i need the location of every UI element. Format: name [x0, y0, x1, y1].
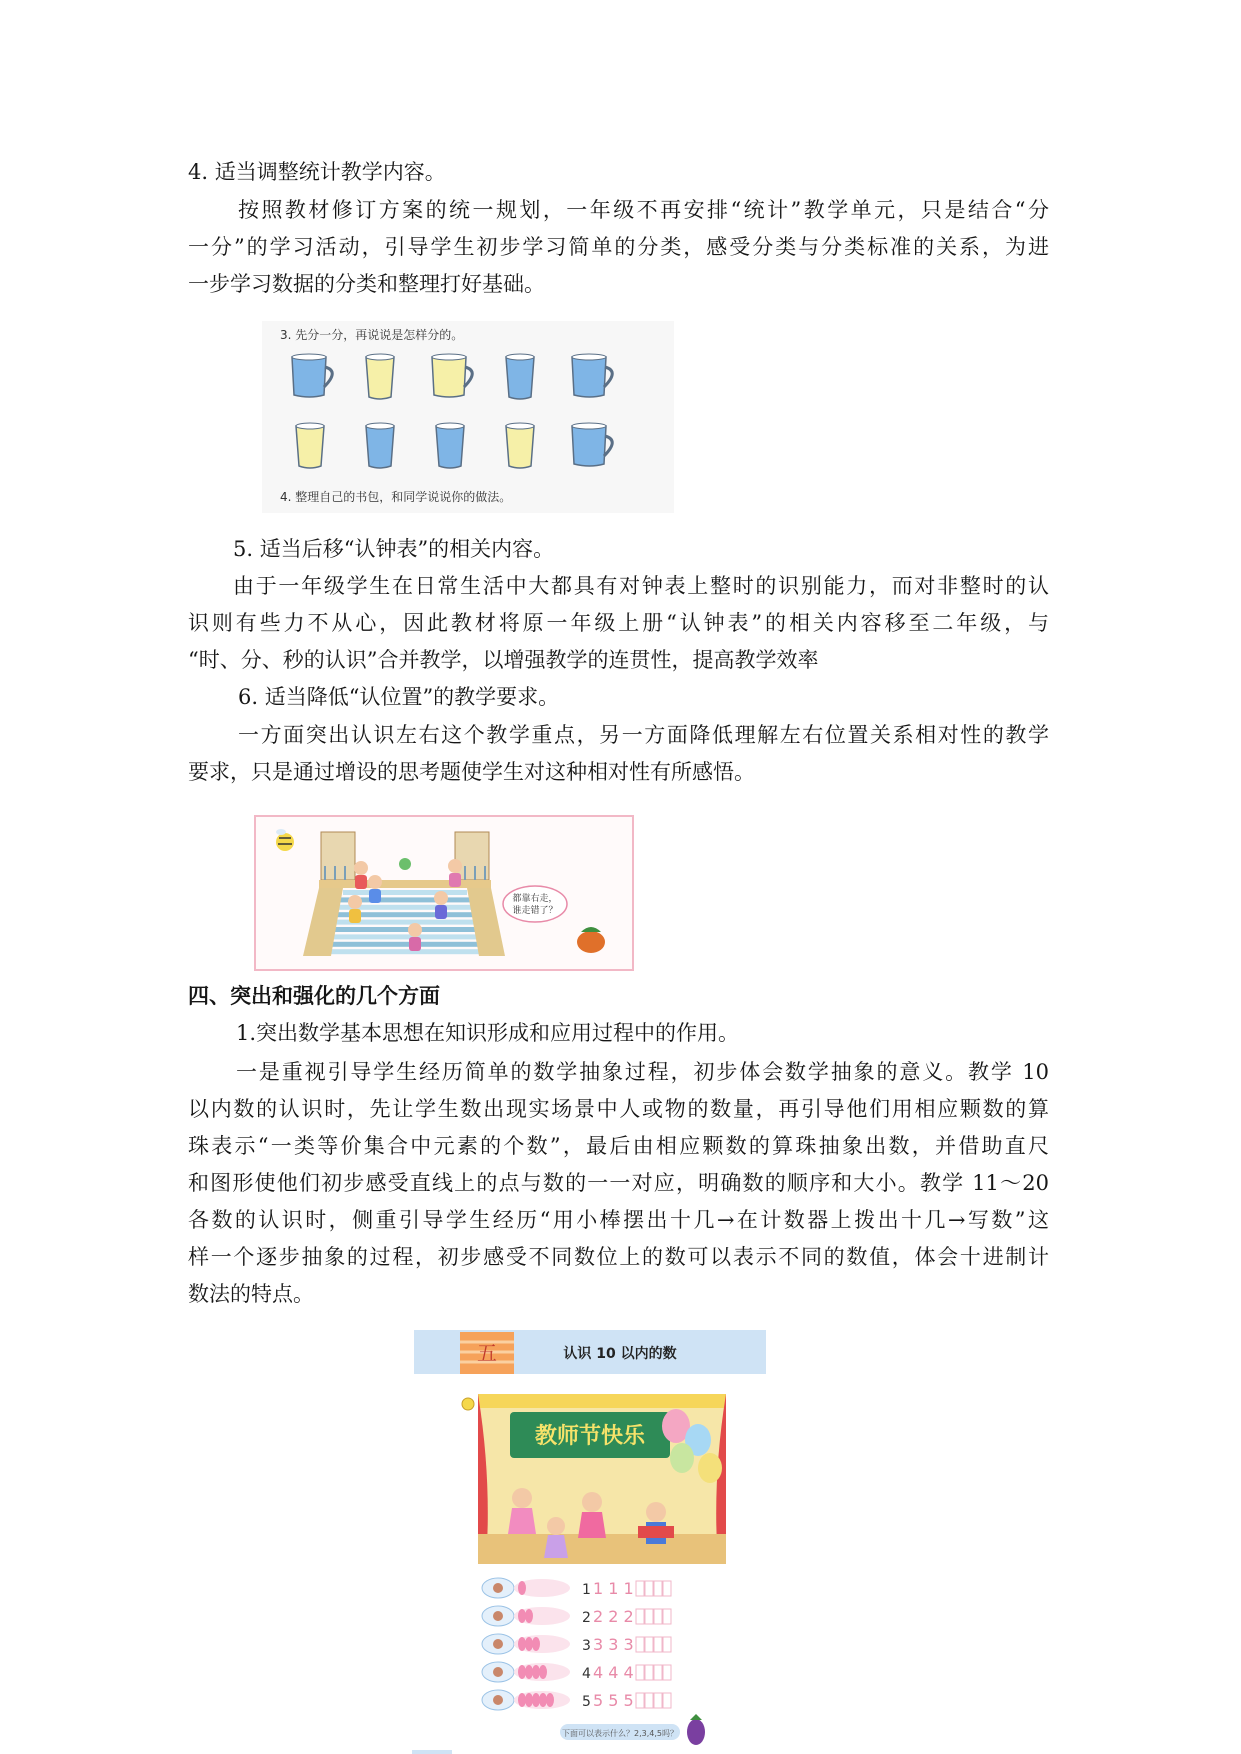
paragraph-line: 由于一年级学生在日常生活中大都具有对钟表上整时的识别能力，而对非整时的认 [233, 574, 1049, 598]
cups-question-text: 3. 先分一分，再说说是怎样分的。 [280, 328, 464, 342]
unit-title: 认识 10 以内的数 [563, 1346, 677, 1362]
glass-icon [506, 423, 534, 468]
tracing-digits: 3 3 3 [593, 1635, 634, 1654]
numbers-figure [412, 1290, 768, 1754]
abacus-bead [525, 1693, 533, 1707]
banner-text: 教师节快乐 [534, 1424, 646, 1449]
bubble-line-1: 都靠右走， [512, 894, 558, 904]
paragraph-line: 和图形使他们初步感受直线上的点与数的一一对应，明确数的顺序和大小。教学 11～20 [188, 1171, 1049, 1195]
section-6-heading: 6. 适当降低“认位置”的教学要求。 [238, 685, 560, 709]
number-label: 5 [582, 1694, 591, 1710]
glass-icon [366, 423, 394, 468]
object-figure [493, 1639, 503, 1649]
abacus-bead [518, 1581, 526, 1595]
abacus-bead [518, 1637, 526, 1651]
number-label: 2 [582, 1610, 591, 1626]
paragraph-line: 珠表示“一类等价集合中元素的个数”，最后由相应颗数的算珠抽象出数，并借助直尺 [188, 1134, 1049, 1158]
paragraph-line: 识则有些力不从心，因此教材将原一年级上册“认钟表”的相关内容移至二年级，与 [188, 611, 1049, 635]
tracing-digits: 5 5 5 [593, 1691, 634, 1710]
bubble-line-2: 谁走错了？ [512, 906, 558, 916]
tracing-digits: 4 4 4 [593, 1663, 634, 1682]
stairs-figure [243, 806, 645, 972]
abacus-bead [525, 1637, 533, 1651]
number-label: 3 [582, 1638, 591, 1654]
glass-icon [436, 423, 464, 468]
paragraph-line: 样一个逐步抽象的过程，初步感受不同数位上的数可以表示不同的数值，体会十进制计 [188, 1245, 1049, 1269]
paragraph-line: “时、分、秒的认识”合并教学，以增强教学的连贯性，提高教学效率 [188, 648, 819, 672]
tracing-digits: 2 2 2 [593, 1607, 634, 1626]
abacus-bead [525, 1665, 533, 1679]
staircase [319, 890, 491, 954]
stair-step [319, 949, 491, 954]
tracing-digits: 1 1 1 [593, 1579, 634, 1598]
paragraph-line: 按照教材修订方案的统一规划，一年级不再安排“统计”教学单元，只是结合“分 [238, 198, 1049, 222]
cups-figure [262, 321, 674, 513]
paragraph-line: 要求，只是通过增设的思考题使学生对这种相对性有所感悟。 [188, 760, 755, 784]
glass-icon [366, 354, 394, 399]
abacus-bead [546, 1693, 554, 1707]
abacus-bead [539, 1693, 547, 1707]
paragraph-line: 一分”的学习活动，引导学生初步学习简单的分类，感受分类与分类标准的关系，为进 [188, 235, 1049, 259]
abacus-bead [525, 1609, 533, 1623]
abacus-bead [532, 1637, 540, 1651]
object-figure [493, 1583, 503, 1593]
abacus-bead [532, 1693, 540, 1707]
section-4-heading: 4. 适当调整统计教学内容。 [188, 160, 446, 184]
paragraph-line: 各数的认识时，侧重引导学生经历“用小棒摆出十几→在计数器上拨出十几→写数”这 [188, 1208, 1049, 1232]
paragraph-line: 一步学习数据的分类和整理打好基础。 [188, 272, 545, 296]
section-5-heading: 5. 适当后移“认钟表”的相关内容。 [233, 537, 555, 561]
abacus-bead [518, 1665, 526, 1679]
glass-icon [506, 354, 534, 399]
object-figure [493, 1667, 503, 1677]
abacus-bead [532, 1665, 540, 1679]
object-figure [493, 1695, 503, 1705]
object-figure [493, 1611, 503, 1621]
part-4-heading: 四、突出和强化的几个方面 [188, 984, 440, 1008]
abacus-bead [518, 1693, 526, 1707]
paragraph-line: 一是重视引导学生经历简单的数学抽象过程，初步体会数学抽象的意义。教学 10 [236, 1060, 1049, 1084]
stair-step [322, 942, 488, 947]
abacus-bead [518, 1609, 526, 1623]
glass-icon [296, 423, 324, 468]
stair-step [343, 890, 467, 895]
item-1-heading: 1.突出数学基本思想在知识形成和应用过程中的作用。 [236, 1021, 740, 1045]
abacus-bead [539, 1665, 547, 1679]
stair-step [328, 927, 482, 932]
unit-badge [460, 1332, 514, 1374]
number-label: 4 [582, 1666, 591, 1682]
unit-badge-text: 五 [477, 1341, 497, 1365]
figure-note: 下面可以表示什么？2,3,4,5吗？ [562, 1729, 678, 1738]
paragraph-line: 以内数的认识时，先让学生数出现实场景中人或物的数量，再引导他们用相应颗数的算 [188, 1097, 1049, 1121]
paragraph-line: 一方面突出认识左右这个教学重点，另一方面降低理解左右位置关系相对性的教学 [238, 723, 1049, 747]
cups-followup-text: 4. 整理自己的书包，和同学说说你的做法。 [280, 490, 512, 504]
number-label: 1 [582, 1582, 591, 1598]
paragraph-line: 数法的特点。 [188, 1282, 314, 1306]
stair-step [325, 934, 485, 939]
